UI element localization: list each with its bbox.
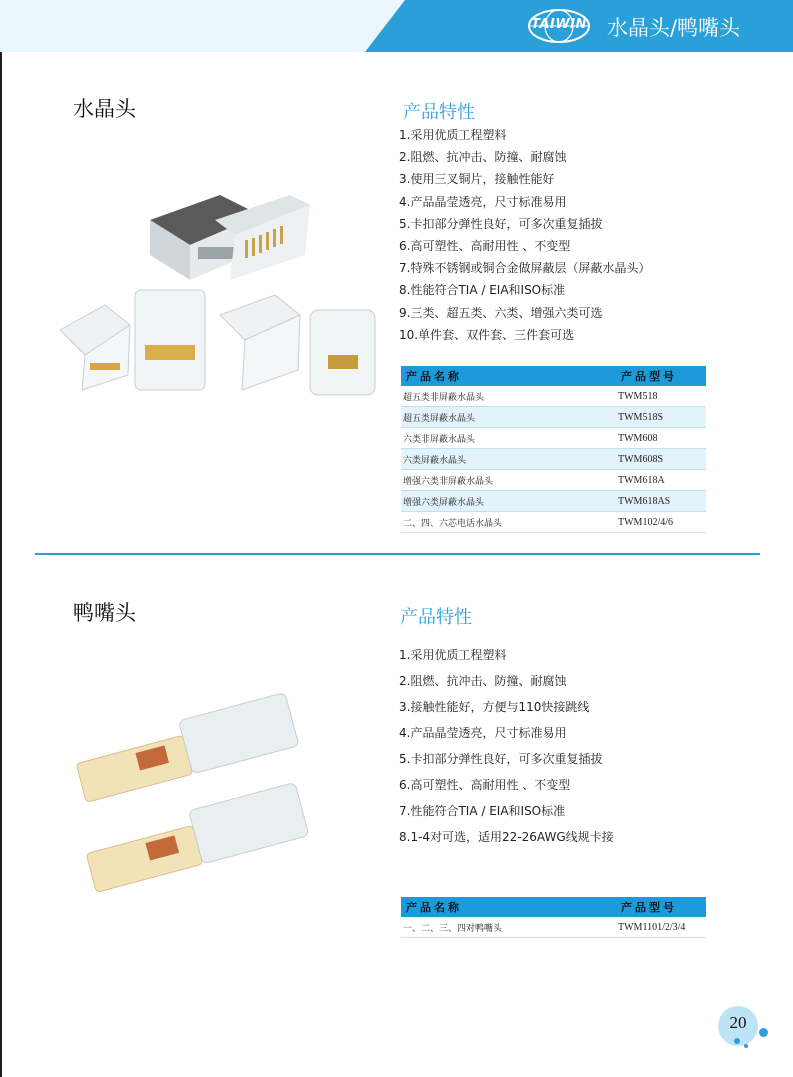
product-model-cell: TWM618AS: [616, 491, 706, 512]
section-title-duckbill: 鸭嘴头: [73, 601, 136, 625]
spec-table: [401, 897, 706, 938]
feature-item: 5.卡扣部分弹性良好，可多次重复插拔: [399, 752, 603, 766]
feature-item: 8.性能符合TIA / EIA和ISO标准: [399, 283, 566, 298]
product-name-cell: 超五类非屏蔽水晶头: [401, 386, 616, 407]
duckbill-product-photo: [70, 685, 310, 895]
feature-item: 8.1-4对可选，适用22-26AWG线规卡接: [399, 830, 614, 844]
table-row: [401, 386, 706, 407]
product-name-cell: 一、二、三、四对鸭嘴头: [401, 917, 616, 938]
feature-item: 3.使用三叉铜片，接触性能好: [399, 172, 555, 187]
page-title: 水晶头/鸭嘴头: [607, 16, 741, 40]
feature-item: 5.卡扣部分弹性良好，可多次重复插拔: [399, 216, 603, 231]
feature-item: 7.性能符合TIA / EIA和ISO标准: [399, 804, 566, 818]
table-header-name: 产品名称: [401, 366, 616, 386]
decorative-dot: [734, 1038, 740, 1044]
table-header-row: [401, 897, 706, 917]
feature-item: 9.三类、超五类、六类、增强六类可选: [399, 305, 603, 320]
features-list: [399, 124, 650, 346]
feature-item: 3.接触性能好，方便与110快接跳线: [399, 700, 590, 714]
feature-item: 4.产品晶莹透亮，尺寸标准易用: [399, 726, 567, 740]
product-name-cell: 超五类屏蔽水晶头: [401, 407, 616, 428]
table-row: [401, 512, 706, 533]
feature-item: 2.阻燃、抗冲击、防撞、耐腐蚀: [399, 150, 567, 165]
table-header-row: [401, 366, 706, 386]
spec-table: [401, 366, 706, 533]
feature-item: 10.单件套、双件套、三件套可选: [399, 327, 575, 342]
feature-item: 2.阻燃、抗冲击、防撞、耐腐蚀: [399, 674, 567, 688]
product-model-cell: TWM102/4/6: [616, 512, 706, 533]
product-model-cell: TWM518S: [616, 407, 706, 428]
feature-item: 6.高可塑性、高耐用性 、不变型: [399, 238, 571, 253]
feature-item: 7.特殊不锈钢或铜合金做屏蔽层（屏蔽水晶头）: [399, 261, 651, 276]
logo-text: TAIWIN: [531, 17, 587, 32]
product-model-cell: TWM618A: [616, 470, 706, 491]
feature-item: 1.采用优质工程塑料: [399, 128, 507, 142]
table-header-model: 产品型号: [616, 366, 706, 386]
table-row: [401, 449, 706, 470]
feature-item: 4.产品晶莹透亮，尺寸标准易用: [399, 194, 567, 209]
page-number: 20: [729, 1013, 747, 1032]
page-header: [0, 0, 793, 52]
product-model-cell: TWM608S: [616, 449, 706, 470]
feature-item: 1.采用优质工程塑料: [399, 648, 507, 662]
rj45-product-photo: [55, 180, 385, 410]
product-name-cell: 六类屏蔽水晶头: [401, 449, 616, 470]
decorative-dot: [744, 1044, 748, 1048]
table-header-name: 产品名称: [401, 897, 616, 917]
product-model-cell: TWM518: [616, 386, 706, 407]
product-name-cell: 二、四、六芯电话水晶头: [401, 512, 616, 533]
features-list: [399, 642, 614, 850]
product-name-cell: 六类非屏蔽水晶头: [401, 428, 616, 449]
product-name-cell: 增强六类屏蔽水晶头: [401, 491, 616, 512]
features-title: 产品特性: [403, 102, 475, 123]
table-row: [401, 917, 706, 938]
product-model-cell: TWM608: [616, 428, 706, 449]
product-model-cell: TWM1101/2/3/4: [616, 917, 706, 938]
taiwin-logo: [525, 8, 593, 44]
feature-item: 6.高可塑性、高耐用性 、不变型: [399, 778, 571, 792]
decorative-dot: [759, 1028, 768, 1037]
page-number-badge: [712, 1000, 772, 1060]
features-title: 产品特性: [400, 607, 472, 628]
table-row: [401, 407, 706, 428]
product-name-cell: 增强六类非屏蔽水晶头: [401, 470, 616, 491]
table-header-model: 产品型号: [616, 897, 706, 917]
table-row: [401, 428, 706, 449]
section-divider: [35, 553, 760, 555]
table-row: [401, 470, 706, 491]
table-row: [401, 491, 706, 512]
left-border-line: [0, 52, 2, 1077]
section-title-rj45: 水晶头: [73, 97, 136, 121]
